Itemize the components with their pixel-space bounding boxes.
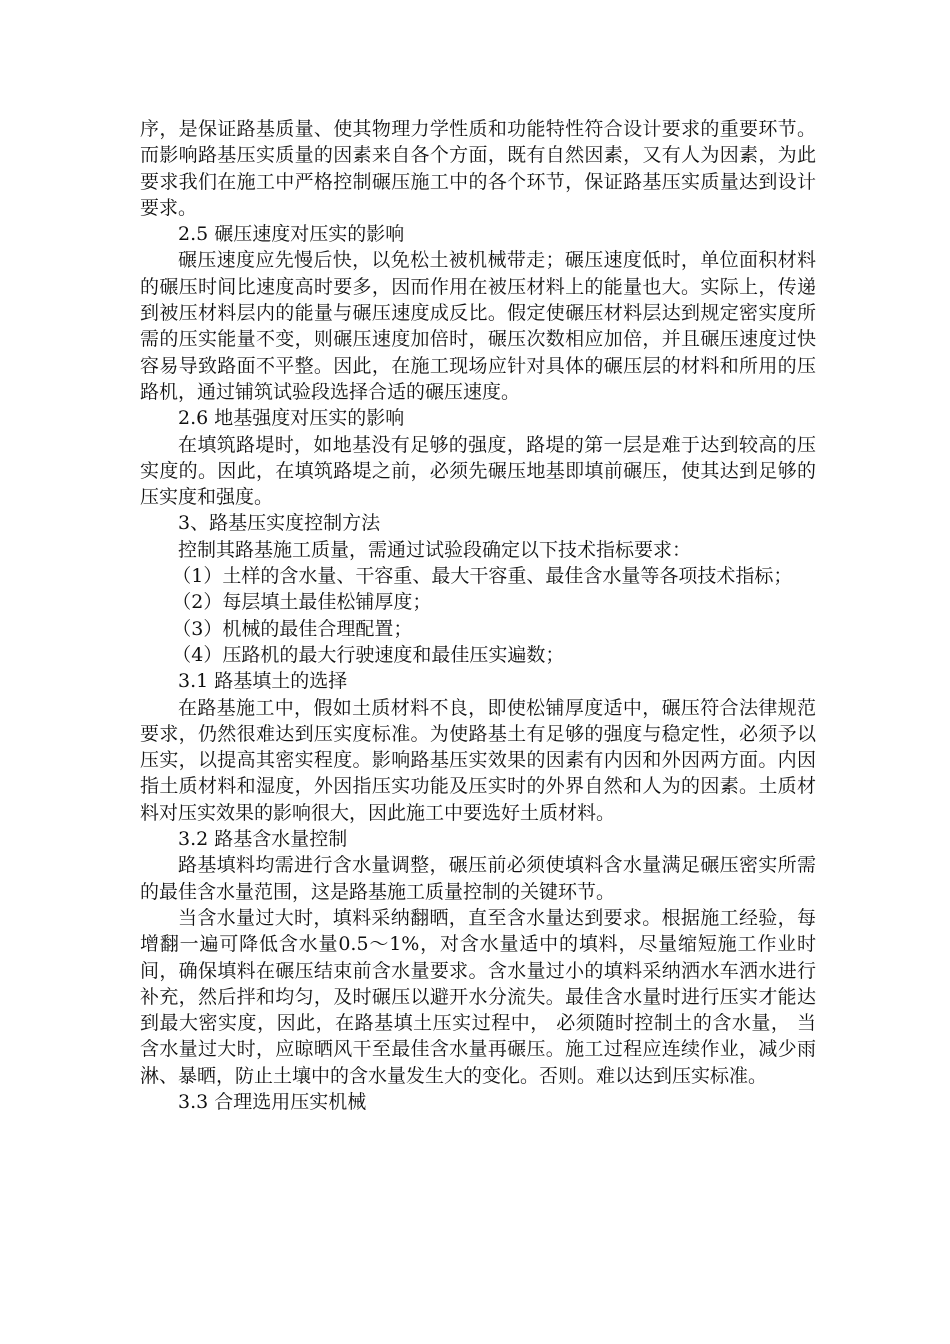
list-item-3: （3）机械的最佳合理配置； (172, 617, 413, 640)
paragraph-fill-selection: 在路基施工中，假如土质材料不良，即使松铺厚度适中，碾压符合法律规范要求，仍然很难达到压实度标准。为使路基土有足够的强度与稳定性，必须予以压实，以提高其密实程度。影响路基压实效果的因素有内因和外因两方面。内因指土质材料和湿度，外因指压实功能及压实时的外界自然和人为的因素。土质材料对压实效果的影响很大，因此施工中要选好土质材料。 (140, 696, 816, 824)
paragraph-control-intro: 控制其路基施工质量，需通过试验段确定以下技术指标要求： (178, 538, 692, 561)
section-heading-2-6: 2.6 地基强度对压实的影响 (178, 407, 405, 430)
list-item-2: （2）每层填土最佳松铺厚度； (172, 591, 432, 614)
paragraph-moisture-details: 当含水量过大时，填料采纳翻晒，直至含水量达到要求。根据施工经验，每增翻一遍可降低含水量0.5～1%，对含水量适中的填料，尽量缩短施工作业时间，确保填料在碾压结束前含水量要求。含水量过小的填料采纳洒水车洒水进行补充，然后拌和均匀，及时碾压以避开水分流失。最佳含水量时进行压实才能达到最大密实度，因此，在路基填土压实过程中， 必须随时控制土的含水量， 当含水量过大时，应晾晒风干至最佳含水量再碾压。施工过程应连续作业，减少雨淋、暴晒，防止土壤中的含水量发生大的变化。否则。难以达到压实标准。 (140, 906, 816, 1087)
section-heading-3-2: 3.2 路基含水量控制 (178, 828, 348, 851)
list-item-4: （4）压路机的最大行驶速度和最佳压实遍数； (172, 643, 565, 666)
paragraph-foundation-strength: 在填筑路堤时，如地基没有足够的强度，路堤的第一层是难于达到较高的压实度的。因此，在填筑路堤之前，必须先碾压地基即填前碾压，使其达到足够的压实度和强度。 (140, 433, 816, 509)
paragraph-moisture-control: 路基填料均需进行含水量调整，碾压前必须使填料含水量满足碾压密实所需的最佳含水量范围，这是路基施工质量控制的关键环节。 (140, 854, 816, 903)
document-page (140, 116, 816, 1115)
section-heading-2-5: 2.5 碾压速度对压实的影响 (178, 223, 405, 246)
section-heading-3-1: 3.1 路基填土的选择 (178, 670, 348, 693)
paragraph-intro-continuation: 序，是保证路基质量、使其物理力学性质和功能特性符合设计要求的重要环节。而影响路基压实质量的因素来自各个方面，既有自然因素，又有人为因素，为此要求我们在施工中严格控制碾压施工中的各个环节，保证路基压实质量达到设计要求。 (140, 118, 816, 219)
section-heading-3: 3、路基压实度控制方法 (178, 512, 381, 535)
section-heading-3-3: 3.3 合理选用压实机械 (178, 1090, 367, 1113)
paragraph-rolling-speed: 碾压速度应先慢后快，以免松土被机械带走；碾压速度低时，单位面积材料的碾压时间比速度高时要多，因而作用在被压材料上的能量也大。实际上，传递到被压材料层内的能量与碾压速度成反比。假定使碾压材料层达到规定密实度所需的压实能量不变，则碾压速度加倍时，碾压次数相应加倍，并且碾压速度过快容易导致路面不平整。因此，在施工现场应针对具体的碾压层的材料和所用的压路机，通过铺筑试验段选择合适的碾压速度。 (140, 249, 816, 403)
list-item-1: （1）土样的含水量、干容重、最大干容重、最佳含水量等各项技术指标； (172, 565, 793, 588)
